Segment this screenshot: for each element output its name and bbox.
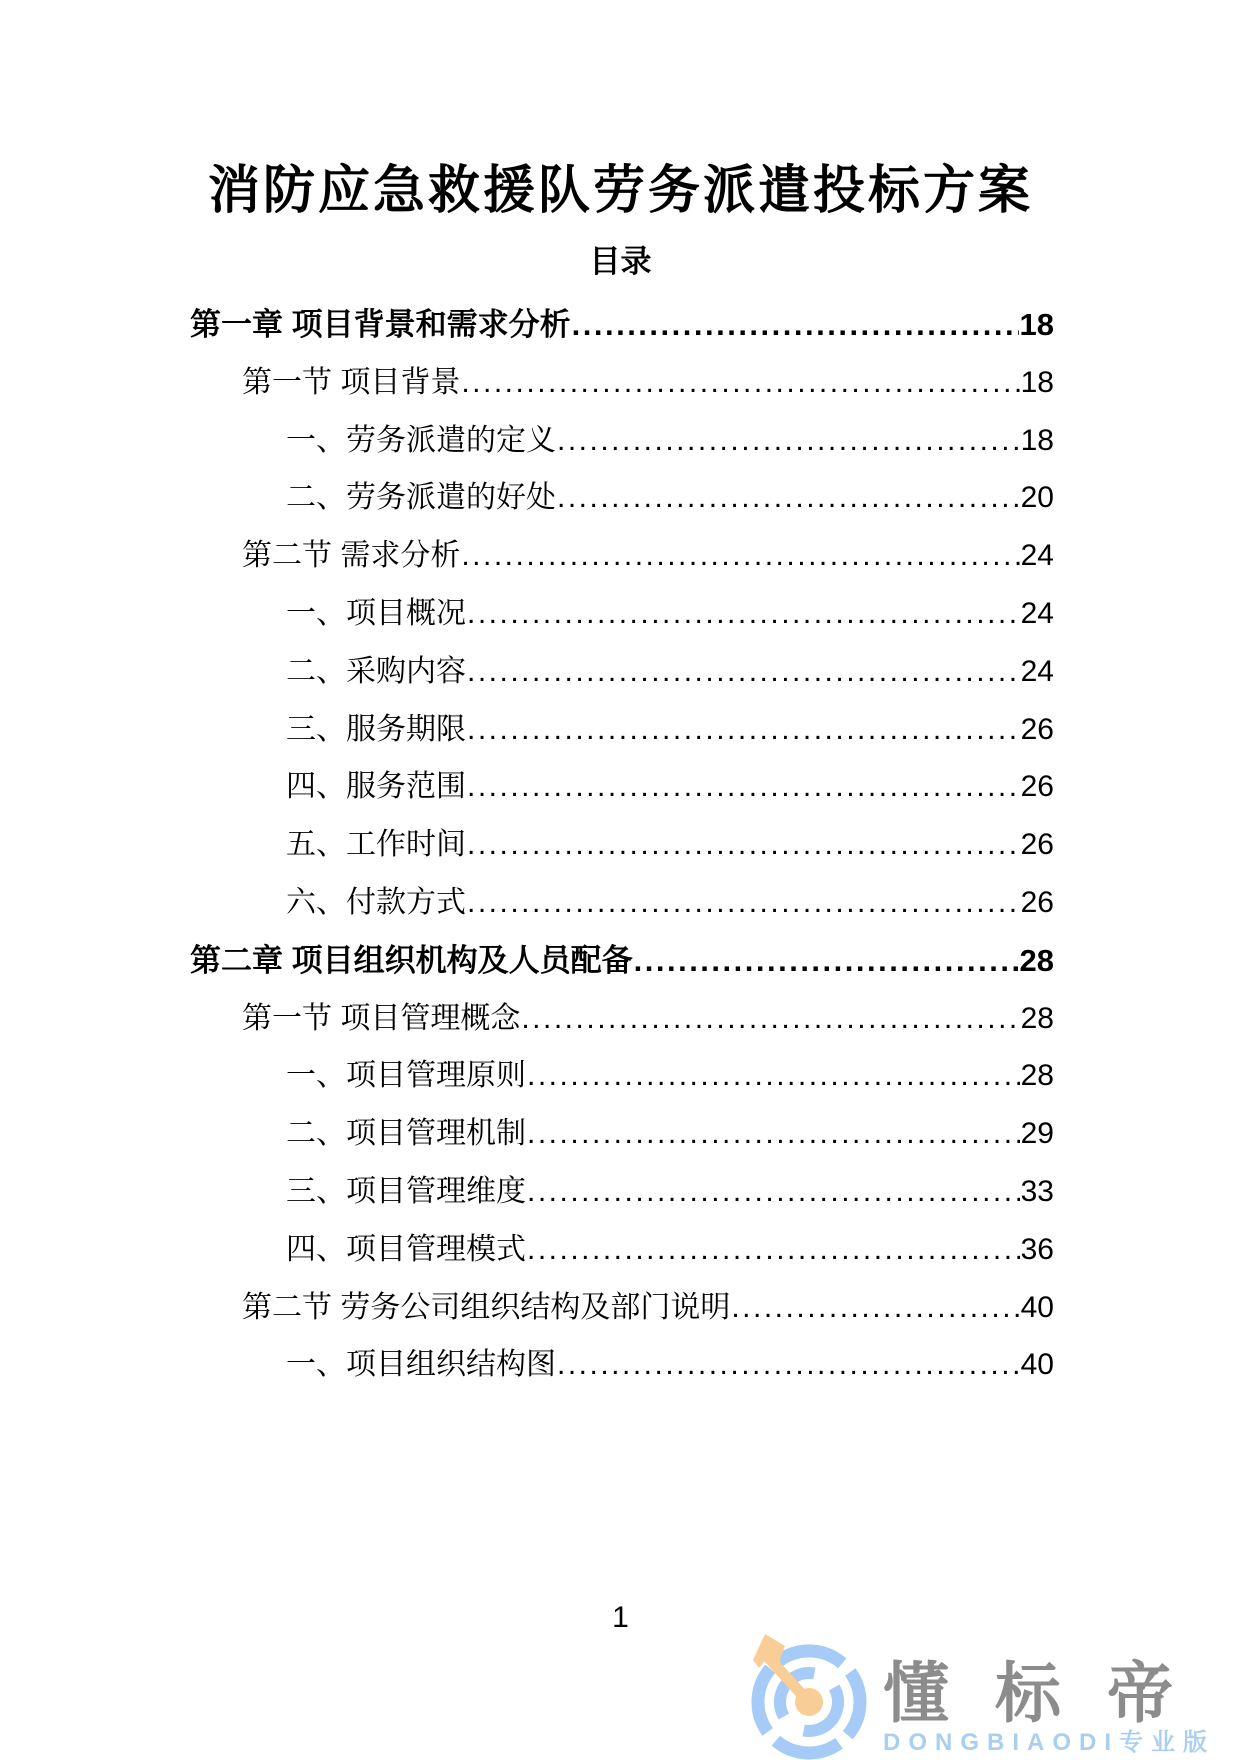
toc-entry-page-number: 26 [1020,828,1054,862]
toc-entry [190,643,1054,701]
toc-entry-page-number: 40 [1020,1290,1054,1324]
toc-entry-label: 四、项目管理模式 [286,1232,526,1266]
toc-entry-label: 第一章 项目背景和需求分析 [190,307,571,342]
toc-entry [190,1336,1054,1394]
toc-leader-dots [461,527,1019,585]
toc-entry [190,874,1054,932]
toc-entry-label: 四、服务范围 [286,770,466,804]
toc-entry [190,469,1054,527]
toc-entry [190,527,1054,585]
toc-leader-dots [557,1336,1020,1394]
toc-entry-page-number: 40 [1020,1348,1054,1382]
toc-leader-dots [527,1105,1020,1163]
toc-entry [190,1105,1054,1163]
brand-subtitle: DONGBIAODI专业版 [883,1729,1215,1756]
toc-entry [190,296,1054,354]
toc-leader-dots [527,1163,1020,1221]
toc-entry [190,585,1054,643]
toc-entry-label: 第一节 项目管理概念 [242,1001,521,1035]
toc-entry-page-number: 36 [1020,1232,1054,1266]
toc-entry-label: 五、工作时间 [286,828,466,862]
toc-entry-label: 二、劳务派遣的好处 [286,481,556,515]
toc-entry [190,932,1054,990]
toc-entry [190,354,1054,412]
toc-entry-label: 一、项目概况 [286,596,466,630]
toc-entry-label: 一、劳务派遣的定义 [286,423,556,457]
toc-leader-dots [572,296,1019,354]
watermark-text [883,1656,1219,1760]
toc-leader-dots [527,1047,1020,1105]
toc-leader-dots [467,874,1020,932]
toc-entry [190,990,1054,1048]
toc-heading: 目录 [589,244,652,279]
toc-entry [190,1047,1054,1105]
toc-entry [190,412,1054,470]
toc-entry-page-number: 24 [1020,654,1054,688]
toc-entry [190,758,1054,816]
document-title: 消防应急救援队劳务派遣投标方案 [207,162,1033,220]
toc-entry-label: 三、服务期限 [286,712,466,746]
toc-leader-dots [634,932,1019,990]
dartboard-icon [745,1632,869,1760]
toc-entry-label: 二、采购内容 [286,654,466,688]
toc-entry-label: 二、项目管理机制 [286,1117,526,1151]
toc-entry-page-number: 24 [1020,596,1054,630]
page-number: 1 [612,1601,629,1634]
toc-entry-page-number: 18 [1020,365,1054,399]
toc-entry-page-number: 28 [1020,1059,1054,1093]
toc-entry [190,1279,1054,1337]
toc-entry-label: 一、项目组织结构图 [286,1348,556,1382]
toc-leader-dots [557,469,1020,527]
toc-leader-dots [731,1279,1019,1337]
toc-entry [190,701,1054,759]
toc-entry-page-number: 28 [1019,942,1054,978]
toc-entry-label: 第一节 项目背景 [242,365,461,399]
toc-entry-label: 第二节 需求分析 [242,539,461,573]
toc-entry-label: 三、项目管理维度 [286,1174,526,1208]
toc-leader-dots [461,354,1019,412]
toc-entry-page-number: 18 [1020,423,1054,457]
toc-entry-page-number: 18 [1019,307,1054,342]
toc-entry-page-number: 33 [1020,1174,1054,1208]
toc-entry [190,1163,1054,1221]
toc-leader-dots [467,701,1020,759]
toc-leader-dots [527,1221,1020,1279]
watermark [745,1632,1219,1760]
toc-entry-page-number: 26 [1020,885,1054,919]
toc-entry-label: 一、项目管理原则 [286,1059,526,1093]
toc-leader-dots [467,643,1020,701]
toc-entry-page-number: 20 [1020,481,1054,515]
toc-entry-label: 第二节 劳务公司组织结构及部门说明 [242,1290,731,1324]
toc-leader-dots [467,585,1020,643]
toc-entry-page-number: 28 [1020,1001,1054,1035]
toc-entry-page-number: 24 [1020,539,1054,573]
brand-name: 懂标帝 [883,1656,1219,1730]
table-of-contents [190,296,1054,1394]
toc-entry-label: 六、付款方式 [286,885,466,919]
toc-leader-dots [557,412,1020,470]
toc-leader-dots [521,990,1019,1048]
toc-entry-page-number: 26 [1020,770,1054,804]
toc-entry [190,1221,1054,1279]
toc-entry-page-number: 29 [1020,1117,1054,1151]
toc-leader-dots [467,758,1020,816]
toc-entry-page-number: 26 [1020,712,1054,746]
toc-leader-dots [467,816,1020,874]
toc-entry [190,816,1054,874]
toc-entry-label: 第二章 项目组织机构及人员配备 [190,942,633,978]
